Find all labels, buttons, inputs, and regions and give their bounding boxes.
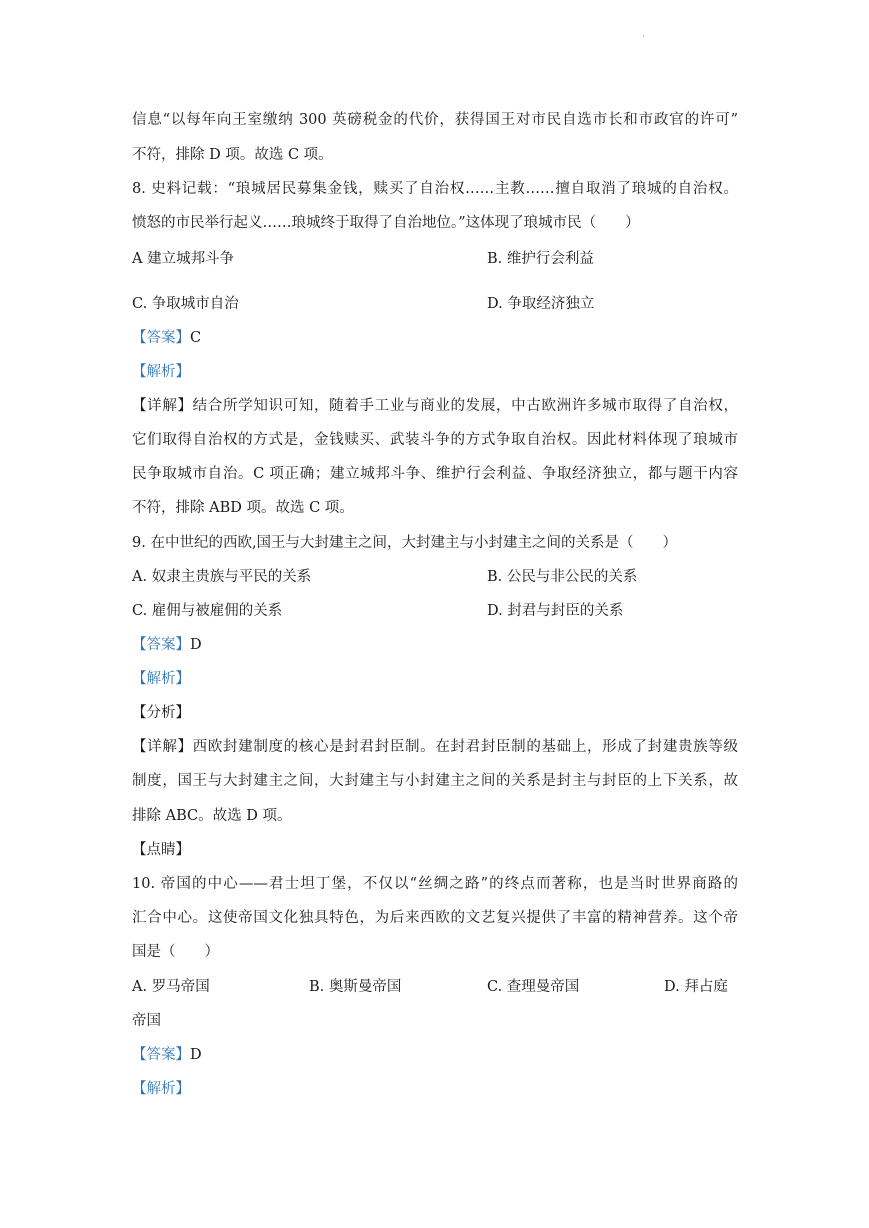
text-line: 它们取得自治权的方式是，金钱赎买、武装斗争的方式争取自治权。因此材料体现了琅城市: [132, 432, 738, 448]
question-8-option-d: D. 争取经济独立: [487, 296, 595, 312]
answer-value: C: [190, 330, 202, 346]
question-8-option-c: C. 争取城市自治: [132, 296, 239, 312]
question-9-answer: [132, 635, 738, 655]
question-10-stem: 10. 帝国的中心——君士坦丁堡，不仅以“丝绸之路”的终点而著称，也是当时世界商路的: [132, 876, 738, 892]
question-8-detail: [132, 396, 738, 416]
question-10-option-d: D. 拜占庭: [664, 979, 728, 995]
question-10-option-a: A. 罗马帝国: [132, 979, 210, 995]
question-8-answer: [132, 328, 738, 348]
question-9-stem: 9. 在中世纪的西欧,国王与大封建主之间，大封建主与小封建主之间的关系是（ ）: [132, 535, 678, 551]
question-9-fenxi: [132, 703, 738, 723]
question-10-option-d-cont: 帝国: [132, 1013, 161, 1029]
analysis-tag: 【解析】: [132, 364, 190, 380]
question-9-option-d: D. 封君与封臣的关系: [487, 603, 624, 619]
detail-text: 西欧封建制度的核心是封君封臣制。在封君封臣制的基础上，形成了封建贵族等级: [192, 739, 739, 755]
question-9-detail: [132, 737, 738, 757]
text-line: 制度，国王与大封建主之间，大封建主与小封建主之间的关系是封主与封臣的上下关系，故: [132, 773, 738, 789]
analysis-tag: 【解析】: [132, 671, 190, 687]
answer-tag: 【答案】: [132, 637, 190, 653]
question-8-stem-cont: 愤怒的市民举行起义……琅城终于取得了自治地位。”这体现了琅城市民（ ）: [132, 215, 640, 231]
question-9-analysis: [132, 669, 738, 689]
text-line: 不符，排除 D 项。故选 C 项。: [132, 147, 333, 163]
question-10-analysis: [132, 1079, 738, 1099]
header-dot: ·: [642, 32, 645, 42]
question-10-answer: [132, 1045, 738, 1065]
text-line: 汇合中心。这使帝国文化独具特色，为后来西欧的文艺复兴提供了丰富的精神营养。这个帝: [132, 910, 738, 926]
question-9-dianjing: [132, 840, 738, 860]
question-9-option-a: A. 奴隶主贵族与平民的关系: [132, 569, 312, 585]
answer-tag: 【答案】: [132, 330, 190, 346]
text-line: 不符，排除 ABD 项。故选 C 项。: [132, 500, 354, 516]
detail-tag: 【详解】: [132, 398, 193, 414]
text-line: 民争取城市自治。C 项正确；建立城邦斗争、维护行会利益、争取经济独立，都与题干内容: [132, 466, 738, 482]
dianjing-tag: 【点睛】: [132, 842, 190, 858]
question-8-option-a: A 建立城邦斗争: [132, 251, 235, 267]
question-8-analysis: [132, 362, 738, 382]
question-9-option-c: C. 雇佣与被雇佣的关系: [132, 603, 283, 619]
question-8-option-b: B. 维护行会利益: [487, 251, 594, 267]
question-9-option-b: B. 公民与非公民的关系: [487, 569, 638, 585]
answer-tag: 【答案】: [132, 1047, 190, 1063]
analysis-tag: 【解析】: [132, 1081, 190, 1097]
detail-text: 结合所学知识可知，随着手工业与商业的发展，中古欧洲许多城市取得了自治权，: [192, 398, 739, 414]
text-line: 国是（ ）: [132, 944, 219, 960]
fenxi-tag: 【分析】: [132, 705, 190, 721]
question-10-option-b: B. 奥斯曼帝国: [309, 979, 402, 995]
answer-value: D: [190, 1047, 202, 1063]
answer-value: D: [190, 637, 202, 653]
question-10-option-c: C. 查理曼帝国: [487, 979, 580, 995]
question-8-stem: 8. 史料记载：“琅城居民募集金钱，赎买了自治权……主教……擅自取消了琅城的自治权。: [132, 181, 738, 197]
text-line: 信息“以每年向王室缴纳 300 英磅税金的代价，获得国王对市民自选市长和市政官的许可”: [132, 112, 738, 128]
text-line: 排除 ABC。故选 D 项。: [132, 808, 292, 824]
detail-tag: 【详解】: [132, 739, 193, 755]
